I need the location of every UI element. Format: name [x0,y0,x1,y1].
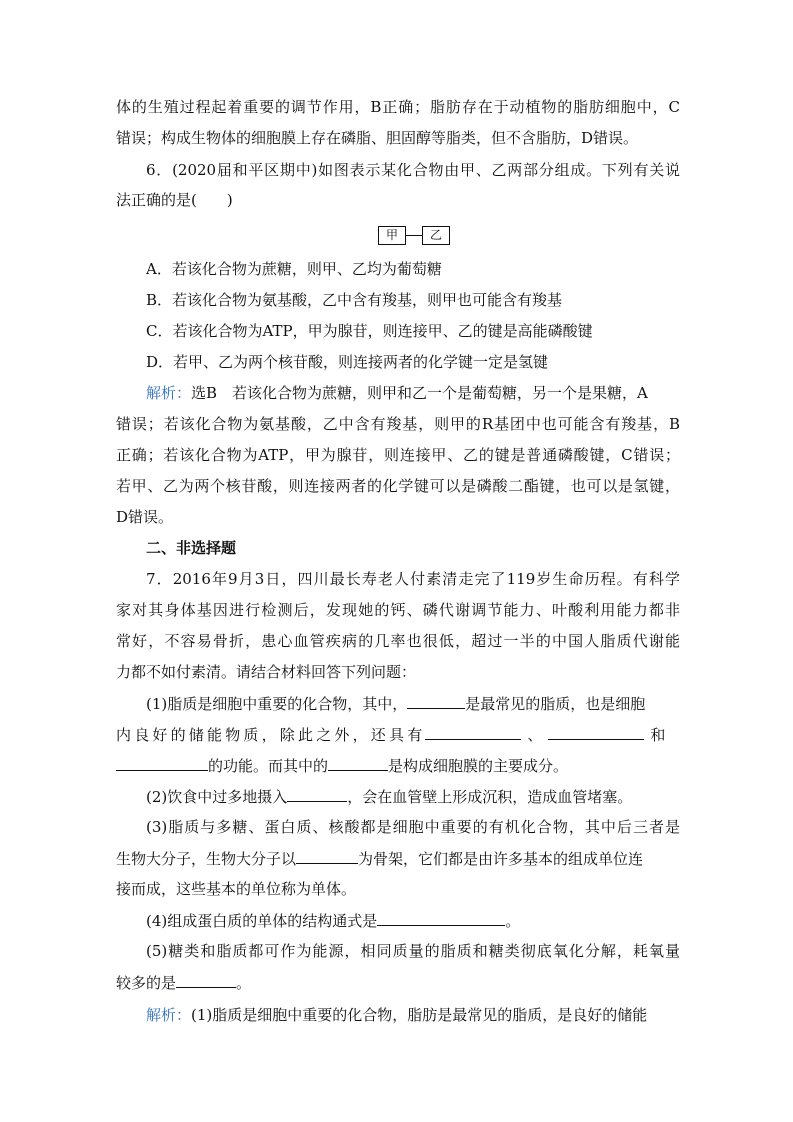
q7-part1-line-3 [116,755,680,775]
answer-blank-6[interactable] [287,786,347,802]
q7-part3-text-b: 为骨架，它们都是由许多基本的组成单位连 [358,850,644,868]
diagram-box-jia: 甲 [378,226,406,245]
q7-stem-line-1: 7．2016年9月3日，四川最长寿老人付素清走完了119岁生命历程。有科学 [146,570,680,588]
q7-part5-line-1: (5)糖类和脂质都可作为能源，相同质量的脂质和糖类彻底氧化分解，耗氧量 [146,942,680,960]
answer-blank-2[interactable] [425,724,521,740]
q6-analysis-label: 解析： [146,384,192,402]
q7-stem-line-3: 常好，不容易骨折，患心血管疾病的几率也很低，超过一半的中国人脂质代谢能 [116,632,680,650]
q7-part1-text-c: 内良好的储能物质，除此之外，还具有 [116,726,426,744]
q7-part1-line-2 [116,724,680,744]
answer-blank-1[interactable] [407,693,465,709]
q6-analysis-line-1 [146,383,680,403]
q7-part3-text-a: 生物大分子，生物大分子以 [116,850,297,868]
q6-stem-line-2: 法正确的是( ) [116,191,233,209]
intro-line-1: 体的生殖过程起着重要的调节作用，B正确；脂肪存在于动植物的脂肪细胞中，C [116,98,680,116]
q7-part5-text-b: 。 [236,974,252,992]
q7-part5-text-a: 较多的是 [116,974,177,992]
answer-blank-3[interactable] [548,724,644,740]
q6-analysis-line-4: 若甲、乙为两个核苷酸，则连接两者的化学键可以是磷酸二酯键，也可以是氢键， [116,477,680,495]
q6-analysis-line-2: 错误；若该化合物为氨基酸，乙中含有羧基，则甲的R基团中也可能含有羧基，B [116,415,680,433]
q6-option-b: B．若该化合物为氨基酸，乙中含有羧基，则甲也可能含有羧基 [146,291,563,309]
q7-part2-line [146,786,680,806]
answer-blank-7[interactable] [296,848,358,864]
q7-part4-line [146,910,680,930]
answer-blank-4[interactable] [116,755,208,771]
q6-option-d: D．若甲、乙为两个核苷酸，则连接两者的化学键一定是氢键 [146,353,549,371]
q7-part4-text-a: (4)组成蛋白质的单体的结构通式是 [146,912,378,930]
q7-part1-line-1 [146,693,680,713]
q6-analysis-text-1: 选B 若该化合物为蔗糖，则甲和乙一个是葡萄糖，另一个是果糖，A [191,384,648,402]
compound-diagram [378,225,450,245]
q7-part4-text-b: 。 [505,912,521,930]
q7-analysis-text: (1)脂质是细胞中重要的化合物，脂肪是最常见的脂质，是良好的储能 [191,1006,648,1024]
intro-line-2: 错误；构成生物体的细胞膜上存在磷脂、胆固醇等脂类，但不含脂肪，D错误。 [116,129,639,147]
q7-stem-line-2: 家对其身体基因进行检测后，发现她的钙、磷代谢调节能力、叶酸利用能力都非 [116,601,680,619]
q6-analysis-line-3: 正确；若该化合物为ATP，甲为腺苷，则连接甲、乙的键是普通磷酸键，C错误； [116,446,680,464]
section-heading: 二、非选择题 [146,539,237,557]
q7-part3-line-3: 接而成，这些基本的单位称为单体。 [116,880,357,898]
q7-analysis-label: 解析： [146,1006,192,1024]
q7-analysis-line [146,1005,680,1025]
q7-stem-line-4: 力都不如付素清。请结合材料回答下列问题： [116,663,417,681]
q7-part2-text-a: (2)饮食中过多地摄入 [146,788,288,806]
q6-analysis-line-5: D错误。 [116,508,174,526]
q6-stem-line-1: 6．(2020届和平区期中)如图表示某化合物由甲、乙两部分组成。下列有关说 [146,161,680,179]
diagram-box-yi: 乙 [422,226,450,245]
q7-part2-text-b: ，会在血管壁上形成沉积，造成血管堵塞。 [347,788,633,806]
q7-part1-text-d: 、 [527,726,543,744]
answer-blank-9[interactable] [176,972,236,988]
answer-blank-5[interactable] [328,755,388,771]
q7-part3-line-1: (3)脂质与多糖、蛋白质、核酸都是细胞中重要的有机化合物，其中后三者是 [146,818,680,836]
q7-part1-text-a: (1)脂质是细胞中重要的化合物，其中， [146,695,408,713]
q7-part1-text-e: 和 [650,726,666,744]
q7-part1-text-f: 的功能。而其中的 [208,757,329,775]
q6-option-a: A．若该化合物为蔗糖，则甲、乙均为葡萄糖 [146,260,442,278]
diagram-bond-line [406,235,422,236]
q7-part5-line-2 [116,972,680,992]
q7-part3-line-2 [116,848,680,868]
answer-blank-8[interactable] [377,910,505,926]
q7-part1-text-g: 是构成细胞膜的主要成分。 [388,757,569,775]
q6-option-c: C．若该化合物为ATP，甲为腺苷，则连接甲、乙的键是高能磷酸键 [146,322,593,340]
q7-part1-text-b: 是最常见的脂质，也是细胞 [465,695,646,713]
